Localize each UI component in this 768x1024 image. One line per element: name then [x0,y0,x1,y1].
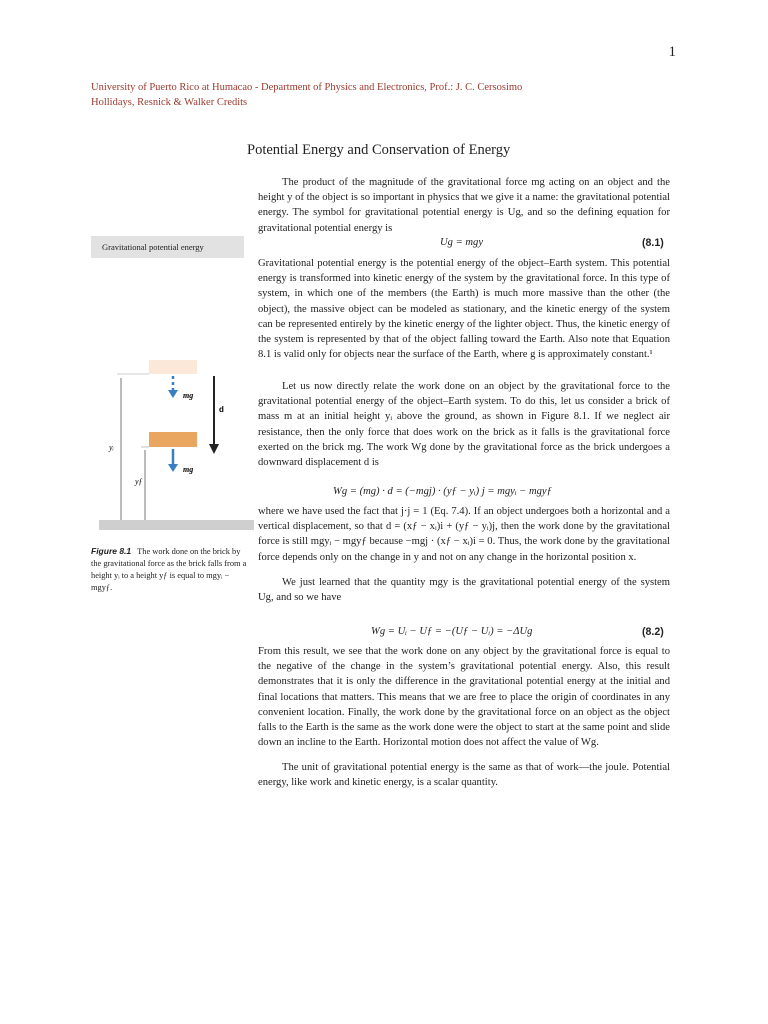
paragraph-3: Let us now directly relate the work done on an object by the gravitational force to the gravitational potential energy of the object–Earth system. To do this, let us consider a brick of mass m at an initial height yᵢ above the ground, as shown in Figure 8.1. If we neglect air resistance, then the only force that does work on the brick as it falls is the gravitational force exerted on the brick mg. The work Wg done by the gravitational force as the brick undergoes a downward displacement d is [258,381,670,469]
equation-work: Wg = (mg) · d = (−mgj) · (yƒ − yᵢ) j = mgyᵢ − mgyƒ [333,486,552,497]
equation-8-2: Wg = Uᵢ − Uƒ = −(Uƒ − Uᵢ) = −ΔUg [371,626,533,637]
equation-8-2-number: (8.2) [642,626,664,638]
equation-8-1-number: (8.1) [642,237,664,249]
ground [99,520,254,530]
page-header [91,80,522,110]
caption-title: Figure 8.1 [91,546,132,556]
brick-final [149,432,197,447]
paragraph-5: We just learned that the quantity mgy is the gravitational potential energy of the system Ug, and so we have [258,577,670,604]
header-credits: Hollidays, Resnick & Walker Credits [91,97,248,108]
page-title: Potential Energy and Conservation of Energy [247,142,511,158]
figure-caption [91,545,247,594]
force-arrowhead-initial [168,390,178,398]
page-number: 1 [668,44,676,60]
header-affiliation: University of Puerto Rico at Humacao - Department of Physics and Electronics, Prof.: J. C. Cersosimo [91,82,523,93]
brick-initial [149,360,197,374]
paragraph-2: Gravitational potential energy is the potential energy of the object–Earth system. This potential energy is transformed into kinetic energy of the system by the gravitational force. In this type of system, in which one of the members (the Earth) is much more massive than the other (the object), the massive object can be modeled as stationary, and the kinetic energy of the system can be represented entirely by the kinetic energy of the lighter object. Thus, the kinetic energy of the system is represented by that of the object falling toward the Earth. Also note that Equation 8.1 is valid only for objects near the surface of the Earth, where g is approximately constant.¹ [258,258,670,361]
caption-text: The work done on the brick by the gravitational force as the brick falls from a height yᵢ to a height yƒ is equal to mgyᵢ − mgyƒ. [91,547,247,592]
displacement-arrowhead [209,444,219,454]
paragraph-6: From this result, we see that the work done on any object by the gravitational force is equal to the negative of the change in the system’s gravitational potential energy. Also, this result demonstrates that it is only the difference in the gravitational potential energy at the initial and final locations that matters. This means that we are free to place the origin of coordinates in any convenient location. Finally, the work done by the gravitational force on an object as the object falls to the Earth is the same as the work done were the object to start at the same point and slide down an incline to the Earth. Horizontal motion does not affect the value of Wg. [258,646,670,749]
label-yf: yƒ [135,477,143,486]
equation-8-1: Ug = mgy [440,237,484,248]
paragraph-7: The unit of gravitational potential energy is the same as that of work—the joule. Potential energy, like work and kinetic energy, is a scalar quantity. [258,762,670,789]
force-arrowhead-final [168,464,178,472]
label-mg-final: mg [183,465,194,474]
margin-note: Gravitational potential energy [91,236,244,258]
paragraph-1: The product of the magnitude of the gravitational force mg acting on an object and the height y of the object is so important in physics that we give it a name: the gravitational potential energy. The symbol for gravitational potential energy is Ug, and so the defining equation for gravitational potential energy is [258,177,670,234]
paragraph-4: where we have used the fact that j·j = 1 (Eq. 7.4). If an object undergoes both a horizontal and a vertical displacement, so that d = (xƒ − xᵢ)i + (yƒ − yᵢ)j, then the work done by the gravitational force is still mgyᵢ − mgyƒ because −mgj · (xƒ − xᵢ)i = 0. Thus, the work done by the gravitational force depends only on the change in y and not on any change in the horizontal position x. [258,506,670,563]
figure-8-1 [91,350,261,540]
label-d: d [219,405,224,414]
label-mg-initial: mg [183,391,194,400]
label-yi: yᵢ [109,443,114,452]
